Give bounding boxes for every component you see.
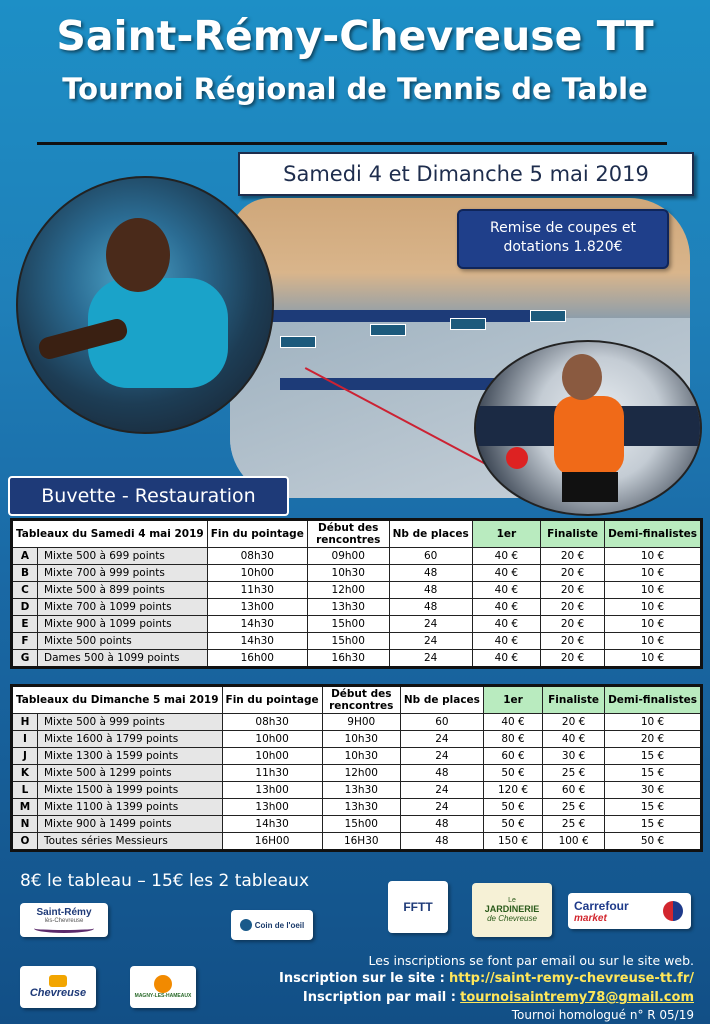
buvette-label: Buvette - Restauration — [8, 476, 289, 516]
row-category: Mixte 900 à 1099 points — [38, 616, 208, 633]
site-line — [279, 971, 694, 986]
table-row — [12, 714, 702, 731]
row-premier: 60 € — [483, 748, 542, 765]
player-head — [106, 218, 170, 292]
saint-remy-swoosh — [34, 924, 94, 933]
col-debut-l2: rencontres — [316, 534, 381, 546]
row-letter: O — [12, 833, 38, 851]
magny-text: MAGNY-LES-HAMEAUX — [134, 993, 192, 999]
row-debut: 9H00 — [322, 714, 400, 731]
row-finaliste: 20 € — [541, 548, 605, 565]
row-premier: 40 € — [472, 565, 540, 582]
row-debut: 10h30 — [322, 748, 400, 765]
col-demi: Demi-finalistes — [605, 686, 702, 714]
row-demi: 10 € — [605, 565, 702, 582]
player-photo-right — [474, 340, 702, 516]
row-category: Mixte 900 à 1499 points — [38, 816, 223, 833]
row-pointage: 08h30 — [207, 548, 307, 565]
row-debut: 13h30 — [307, 599, 389, 616]
prizes-line-1: Remise de coupes et — [489, 220, 637, 236]
row-demi: 15 € — [605, 748, 702, 765]
row-category: Mixte 500 à 1299 points — [38, 765, 223, 782]
col-demi: Demi-finalistes — [605, 520, 702, 548]
row-places: 24 — [400, 731, 483, 748]
row-places: 24 — [389, 633, 472, 650]
row-finaliste: 60 € — [543, 782, 605, 799]
row-finaliste: 20 € — [541, 599, 605, 616]
row-demi: 10 € — [605, 633, 702, 650]
coin-de-loeil-logo — [231, 910, 313, 940]
row-places: 24 — [400, 748, 483, 765]
col-finaliste: Finaliste — [543, 686, 605, 714]
row-demi: 10 € — [605, 582, 702, 599]
row-pointage: 16H00 — [222, 833, 322, 851]
site-label: Inscription sur le site : — [279, 971, 445, 986]
table-row — [12, 782, 702, 799]
row-finaliste: 25 € — [543, 799, 605, 816]
row-letter: E — [12, 616, 38, 633]
row-demi: 15 € — [605, 765, 702, 782]
table-row — [12, 731, 702, 748]
row-pointage: 14h30 — [222, 816, 322, 833]
row-places: 48 — [400, 833, 483, 851]
row-places: 24 — [389, 616, 472, 633]
row-demi: 15 € — [605, 799, 702, 816]
page-subtitle: Tournoi Régional de Tennis de Table — [62, 72, 648, 106]
row-premier: 120 € — [483, 782, 542, 799]
title-divider — [37, 142, 667, 145]
row-category: Mixte 500 à 699 points — [38, 548, 208, 565]
row-letter: G — [12, 650, 38, 668]
row-category: Mixte 1100 à 1399 points — [38, 799, 223, 816]
row-premier: 40 € — [472, 616, 540, 633]
row-category: Mixte 1500 à 1999 points — [38, 782, 223, 799]
table-row — [12, 599, 702, 616]
col-premier: 1er — [483, 686, 542, 714]
chevreuse-logo — [20, 966, 96, 1008]
sun-icon — [154, 975, 172, 993]
row-letter: K — [12, 765, 38, 782]
table-row — [12, 748, 702, 765]
eye-icon — [240, 919, 252, 931]
row-category: Mixte 700 à 999 points — [38, 565, 208, 582]
carrefour-text: Carrefour — [574, 898, 629, 913]
col-premier: 1er — [472, 520, 540, 548]
saturday-table — [10, 518, 703, 669]
row-places: 48 — [389, 565, 472, 582]
row-debut: 15h00 — [307, 633, 389, 650]
row-pointage: 13h00 — [222, 782, 322, 799]
row-premier: 40 € — [472, 599, 540, 616]
row-pointage: 13h00 — [222, 799, 322, 816]
coin-logo-text: Coin de l'oeil — [254, 920, 305, 930]
hall-table — [450, 318, 486, 330]
fftt-logo-text: FFTT — [403, 900, 433, 914]
row-letter: H — [12, 714, 38, 731]
player-head — [562, 354, 602, 400]
row-pointage: 11h30 — [222, 765, 322, 782]
table-row — [12, 616, 702, 633]
homologation-text: Tournoi homologué n° R 05/19 — [511, 1008, 694, 1022]
row-pointage: 10h00 — [222, 731, 322, 748]
table-row — [12, 833, 702, 851]
row-finaliste: 30 € — [543, 748, 605, 765]
chevreuse-mark-icon — [49, 975, 67, 987]
carrefour-icon — [663, 901, 683, 921]
row-letter: F — [12, 633, 38, 650]
row-finaliste: 20 € — [541, 633, 605, 650]
col-debut — [322, 686, 400, 714]
row-letter: J — [12, 748, 38, 765]
page-title: Saint-Rémy-Chevreuse TT — [56, 12, 654, 60]
row-premier: 50 € — [483, 765, 542, 782]
row-places: 48 — [400, 816, 483, 833]
mail-link[interactable]: tournoisaintremy78@gmail.com — [460, 990, 694, 1005]
row-finaliste: 25 € — [543, 816, 605, 833]
row-finaliste: 100 € — [543, 833, 605, 851]
jardinerie-text-3: de Chevreuse — [487, 914, 537, 923]
table-row — [12, 565, 702, 582]
row-letter: M — [12, 799, 38, 816]
row-demi: 10 € — [605, 616, 702, 633]
row-pointage: 11h30 — [207, 582, 307, 599]
row-finaliste: 20 € — [541, 565, 605, 582]
prizes-callout — [457, 209, 669, 269]
row-finaliste: 20 € — [541, 582, 605, 599]
row-pointage: 14h30 — [207, 633, 307, 650]
row-finaliste: 20 € — [543, 714, 605, 731]
row-premier: 40 € — [472, 548, 540, 565]
registration-info: Les inscriptions se font par email ou sur le site web. — [368, 953, 694, 968]
col-pointage: Fin du pointage — [207, 520, 307, 548]
row-letter: N — [12, 816, 38, 833]
row-places: 24 — [400, 799, 483, 816]
hall-banner — [270, 310, 550, 322]
table-row — [12, 650, 702, 668]
row-pointage: 13h00 — [207, 599, 307, 616]
carrefour-market-logo — [568, 893, 691, 929]
row-places: 48 — [389, 599, 472, 616]
row-premier: 150 € — [483, 833, 542, 851]
player-shorts — [562, 472, 618, 502]
jardinerie-logo — [472, 883, 552, 937]
table-row — [12, 816, 702, 833]
row-demi: 10 € — [605, 650, 702, 668]
hall-table — [370, 324, 406, 336]
row-places: 48 — [389, 582, 472, 599]
row-places: 48 — [400, 765, 483, 782]
row-category: Mixte 500 points — [38, 633, 208, 650]
row-letter: D — [12, 599, 38, 616]
player-shirt — [554, 396, 624, 476]
row-premier: 80 € — [483, 731, 542, 748]
table-row — [12, 765, 702, 782]
col-places: Nb de places — [400, 686, 483, 714]
row-demi: 20 € — [605, 731, 702, 748]
row-places: 60 — [389, 548, 472, 565]
row-premier: 40 € — [472, 650, 540, 668]
mail-label: Inscription par mail : — [302, 990, 456, 1005]
row-places: 24 — [389, 650, 472, 668]
row-category: Mixte 500 à 999 points — [38, 714, 223, 731]
jardinerie-text-2: JARDINERIE — [484, 904, 540, 914]
magny-logo — [130, 966, 196, 1008]
saint-remy-logo-text: Saint-Rémy — [36, 907, 92, 918]
row-debut: 13h30 — [322, 799, 400, 816]
row-premier: 40 € — [472, 633, 540, 650]
jardinerie-text-1: Le — [508, 897, 516, 904]
row-pointage: 14h30 — [207, 616, 307, 633]
player-photo-left — [16, 176, 274, 434]
saint-remy-logo-sub: lès-Chevreuse — [44, 918, 84, 924]
table-row — [12, 548, 702, 565]
row-debut: 10h30 — [322, 731, 400, 748]
fftt-logo — [388, 881, 448, 933]
row-pointage: 16h00 — [207, 650, 307, 668]
saint-remy-logo — [20, 903, 108, 937]
hall-table — [530, 310, 566, 322]
row-demi: 10 € — [605, 714, 702, 731]
row-demi: 10 € — [605, 599, 702, 616]
mail-line — [303, 990, 694, 1005]
hall-table — [280, 336, 316, 348]
row-premier: 50 € — [483, 816, 542, 833]
row-letter: I — [12, 731, 38, 748]
site-link[interactable]: http://saint-remy-chevreuse-tt.fr/ — [448, 971, 694, 986]
row-category: Dames 500 à 1099 points — [38, 650, 208, 668]
row-premier: 40 € — [472, 582, 540, 599]
col-places: Nb de places — [389, 520, 472, 548]
table-header-row — [12, 520, 702, 548]
row-debut: 12h00 — [322, 765, 400, 782]
row-letter: C — [12, 582, 38, 599]
table-title: Tableaux du Samedi 4 mai 2019 — [12, 520, 208, 548]
row-debut: 13h30 — [322, 782, 400, 799]
col-debut — [307, 520, 389, 548]
row-letter: A — [12, 548, 38, 565]
row-demi: 15 € — [605, 816, 702, 833]
table-row — [12, 799, 702, 816]
row-premier: 50 € — [483, 799, 542, 816]
hall-banner — [280, 378, 510, 390]
col-finaliste: Finaliste — [541, 520, 605, 548]
pricing-text: 8€ le tableau – 15€ les 2 tableaux — [20, 871, 309, 891]
col-pointage: Fin du pointage — [222, 686, 322, 714]
row-finaliste: 20 € — [541, 650, 605, 668]
row-finaliste: 25 € — [543, 765, 605, 782]
row-demi: 50 € — [605, 833, 702, 851]
row-pointage: 08h30 — [222, 714, 322, 731]
row-premier: 40 € — [483, 714, 542, 731]
table-title: Tableaux du Dimanche 5 mai 2019 — [12, 686, 223, 714]
col-debut-l1: Début des — [331, 688, 392, 700]
row-category: Mixte 1300 à 1599 points — [38, 748, 223, 765]
col-debut-l2: rencontres — [329, 700, 394, 712]
row-demi: 30 € — [605, 782, 702, 799]
row-category: Mixte 700 à 1099 points — [38, 599, 208, 616]
chevreuse-text: Chevreuse — [29, 987, 87, 999]
row-debut: 15h00 — [307, 616, 389, 633]
row-pointage: 10h00 — [207, 565, 307, 582]
row-demi: 10 € — [605, 548, 702, 565]
sunday-table — [10, 684, 703, 852]
row-category: Mixte 1600 à 1799 points — [38, 731, 223, 748]
row-debut: 15h00 — [322, 816, 400, 833]
table-header-row — [12, 686, 702, 714]
prizes-line-2: dotations 1.820€ — [503, 239, 623, 255]
row-letter: L — [12, 782, 38, 799]
row-debut: 12h00 — [307, 582, 389, 599]
row-debut: 16h30 — [307, 650, 389, 668]
paddle-icon — [506, 447, 528, 469]
market-text: market — [574, 912, 607, 924]
row-letter: B — [12, 565, 38, 582]
row-pointage: 10h00 — [222, 748, 322, 765]
col-debut-l1: Début des — [318, 522, 379, 534]
table-row — [12, 582, 702, 599]
row-places: 60 — [400, 714, 483, 731]
row-finaliste: 20 € — [541, 616, 605, 633]
row-category: Toutes séries Messieurs — [38, 833, 223, 851]
row-debut: 09h00 — [307, 548, 389, 565]
row-debut: 10h30 — [307, 565, 389, 582]
row-places: 24 — [400, 782, 483, 799]
table-row — [12, 633, 702, 650]
event-dates: Samedi 4 et Dimanche 5 mai 2019 — [238, 152, 694, 196]
row-category: Mixte 500 à 899 points — [38, 582, 208, 599]
row-debut: 16H30 — [322, 833, 400, 851]
row-finaliste: 40 € — [543, 731, 605, 748]
